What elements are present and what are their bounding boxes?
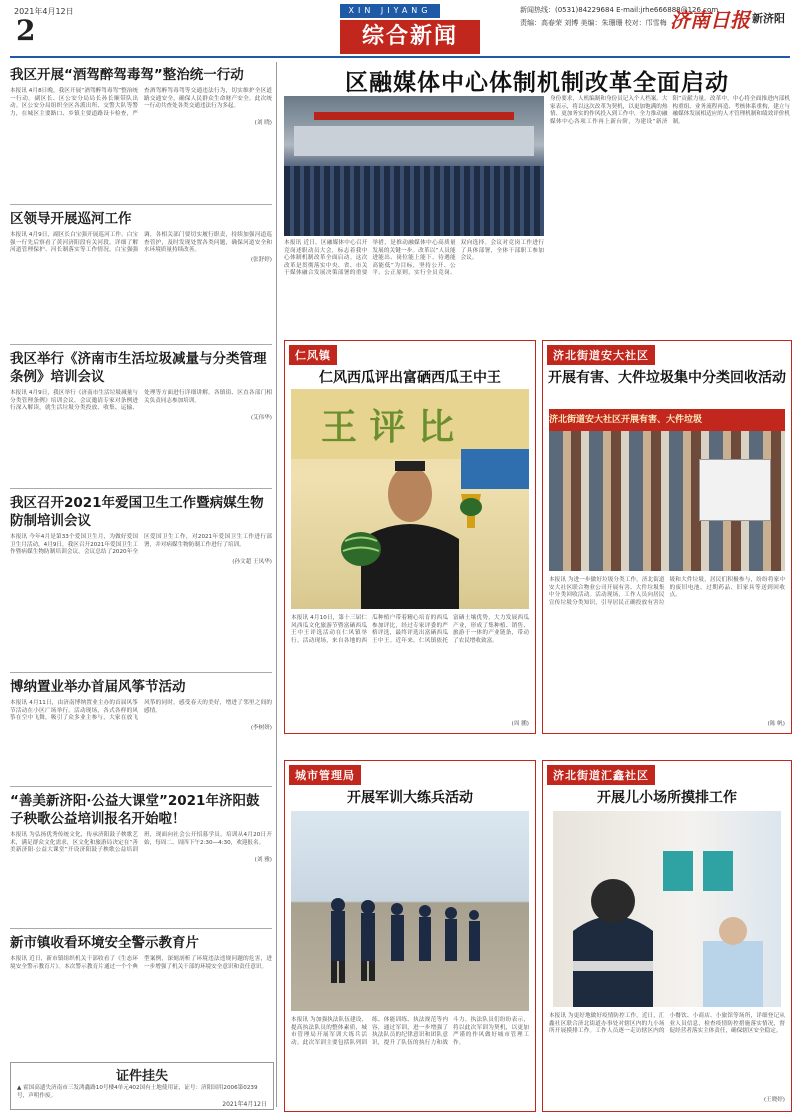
article-title: 我区开展“酒驾醉驾毒驾”整治统一行动 <box>10 67 244 83</box>
article-title: 博纳置业举办首届风筝节活动 <box>10 679 186 695</box>
page-header <box>10 0 790 62</box>
article-hygiene-meeting <box>10 494 272 565</box>
news-hotline: 新闻热线：(0531)84229684 E-mail:jrhe666888@126.com <box>520 6 719 14</box>
box-signature: (周 鹏) <box>511 721 529 727</box>
notice-date: 2021年4月12日 <box>222 1101 267 1108</box>
box-text: 本报讯 为进一步做好垃圾分类工作，济北街道安大社区联合物业公司开展有害、大件垃圾集中分类回收活动。活动现场，工作人员向居民宣传垃圾分类知识，引导居民正确投放有害垃圾和大件垃圾，居民们积极参与，纷纷将家中的废旧电池、过期药品、旧家具等送到回收点。 <box>549 577 785 606</box>
divider <box>10 672 272 673</box>
column-divider <box>276 62 277 1107</box>
story-box-training <box>284 760 536 1112</box>
meeting-photo <box>284 96 544 236</box>
article-body: 本报讯 今年4月是第33个爱国卫生月，为做好爱国卫生月活动，4月9日，我区召开2021年爱国卫生工作暨病媒生物防制培训会议。会议总结了2020年全区爱国卫生工作，对2021年爱国卫生工作进行部署，并对病媒生物防制工作进行了培训。 <box>10 534 272 556</box>
article-drunk-driving <box>10 66 272 126</box>
inspection-photo <box>553 811 781 1007</box>
event-banner: 济北街道安大社区开展有害、大件垃圾 <box>549 409 785 431</box>
stage-banner <box>314 112 514 120</box>
worker-at-counter-illustration <box>553 811 781 1007</box>
box-signature: (王晓婷) <box>763 1097 785 1103</box>
box-title: 仁风西瓜评出富硒西瓜王中王 <box>319 370 501 386</box>
paper-pinyin: XIN JIYANG <box>340 4 440 18</box>
training-photo <box>291 811 529 1011</box>
watermelon-king-photo <box>291 389 529 609</box>
article-title: 区领导开展巡河工作 <box>10 211 132 227</box>
article-body: 本报讯 4月9日，副区长白宝强开展巡河工作。白宝强一行先后察看了黄河济阳段有关河段，详细了解河道管理保护、河长制落实等工作情况。白宝强强调，各相关部门要切实履行职责，持续加强河道巡查管护，及时发现处置各类问题，确保河道安全和水环境质量持续改善。 <box>10 232 272 254</box>
article-signature: (刘 雅) <box>254 856 272 863</box>
svg-text:王 评 比: 王 评 比 <box>321 407 455 448</box>
article-garbage-training <box>10 350 272 421</box>
main-story-body-continued: 身份要求，人机编制和身份员记入个人档案。大家表示，将以这次改革为契机，以更加饱满的热情、更加务实的作风投入到工作中，全力推动融媒体中心各项工作再上新台阶，为建设“新济阳”贡献力量。改革中，中心将全面推进内部机构重组、业务流程再造、考核体系重构，建立与融媒体发展相适应的人才管理机制和绩效评价机制。 <box>550 96 790 125</box>
article-body: 本报讯 4月9日，我区举行《济南市生活垃圾减量与分类管理条例》培训会议。会议邀请专家对条例进行深入解读，就生活垃圾分类投放、收集、运输、处理等方面进行详细讲解。各镇街、区直各部门相关负责同志参加培训。 <box>10 390 272 412</box>
article-yangge-training <box>10 792 272 863</box>
notice-title: 证件挂失 <box>115 1069 168 1084</box>
story-box-watermelon <box>284 340 536 734</box>
article-body: 本报讯 4月11日，由济南博纳置业主办的首届风筝节活动在小区广场举行。活动现场，各式各样的风筝在空中飞舞，吸引了众多业主参与，大家在放飞风筝的同时，感受春天的美好，增进了邻里之间的感情。 <box>10 700 272 722</box>
editor-credits: 责编：高春荣 刘博 美编：朱珊珊 校对：邝雪梅 <box>520 19 667 27</box>
box-title: 开展儿小场所摸排工作 <box>597 790 737 806</box>
article-signature: (李树妍) <box>250 724 272 731</box>
article-signature: (艾伟华) <box>250 414 272 421</box>
article-signature: (刘 晓) <box>254 120 272 127</box>
watermelon-farmer-illustration <box>291 389 529 609</box>
box-signature: (陈 帆) <box>767 721 785 727</box>
box-tag: 城市管理局 <box>289 765 361 785</box>
divider <box>10 344 272 345</box>
box-text: 本报讯 4月10日，第十三届仁风西瓜文化旅游节暨富硒西瓜王中王评选活动在仁风镇举行。活动现场，来自各地的西瓜种植户带着精心培育的西瓜参加评比，经过专家评委的严格评选，最终评选出富硒西瓜王中王。近年来，仁风镇依托富硒土壤优势，大力发展西瓜产业，形成了集种植、销售、旅游于一体的产业链条，带动了农民增收致富。 <box>291 615 529 644</box>
garbage-event-photo <box>549 409 785 571</box>
header-rule <box>10 56 790 58</box>
issue-date: 2021年4月12日 <box>14 7 74 16</box>
article-env-safety <box>10 934 272 971</box>
article-title: 新市镇收看环境安全警示教育片 <box>10 935 199 951</box>
marching-officers-illustration <box>291 811 529 1011</box>
info-board <box>699 459 771 521</box>
box-title: 开展军训大练兵活动 <box>347 790 473 806</box>
divider <box>10 928 272 929</box>
box-title: 开展有害、大件垃圾集中分类回收活动 <box>548 370 786 386</box>
box-text: 本报讯 为加强执法队伍建设，提高执法队员的整体素质，城市管理局开展军训大练兵活动。此次军训主要包括队列训练、体能训练、执法规范等内容，通过军训，进一步增强了执法队员的纪律意识和团队意识，提升了队伍的执行力和战斗力。执法队员们纷纷表示，将以此次军训为契机，以更加严谨的作风做好城市管理工作。 <box>291 1017 529 1046</box>
box-tag: 济北街道汇鑫社区 <box>547 765 655 785</box>
article-signature: (孙文超 王凤华) <box>232 558 272 565</box>
divider <box>10 204 272 205</box>
main-story-body: 本报讯 近日，区融媒体中心召开竞岗述职动员大会，标志着我中心体制机制改革全面启动。这次改革是贯彻落实中央、省、市关于媒体融合发展决策部署的重要举措，是推动融媒体中心高质量发展的关键一步。改革以“人员能进能出、岗位能上能下、待遇能高能低”为目标，坚持公开、公平、公正原则，实行全员竞岗、双向选择。会议对竞岗工作进行了具体部署，全体干部职工参加会议。 <box>284 240 544 277</box>
article-body: 本报讯 4月8日晚，我区开展“酒驾醉驾毒驾”整治统一行动。副区长、区公安分局局长孙长顺带队出动。区公安分局组织全区各派出所、交警大队等警力，在城区主要路口、乡镇主要道路设卡检查，严查酒驾醉驾毒驾等交通违法行为，切实维护全区道路交通安全，确保人民群众生命财产安全。此次统一行动共查处各类交通违法行为多起。 <box>10 88 272 117</box>
box-tag: 仁风镇 <box>289 345 337 365</box>
stage-backdrop <box>294 126 534 156</box>
story-box-inspection <box>542 760 792 1112</box>
audience-rows <box>284 166 544 236</box>
section-title: 综合新闻 <box>340 20 480 54</box>
article-kite-festival <box>10 678 272 731</box>
article-signature: (张舒婷) <box>250 256 272 263</box>
notice-text: ▲ 霍国高遗失济南市三发鸿鑫路10号楼4单元402国有土地使用证，证号：济阳国用2006第0239号，声明作废。 <box>17 1085 258 1099</box>
article-title: “善美新济阳·公益大课堂”2021年济阳鼓子秧歌公益培训报名开始啦！ <box>10 793 260 827</box>
box-tag: 济北街道安大社区 <box>547 345 655 365</box>
article-title: 我区举行《济南市生活垃圾减量与分类管理条例》培训会议 <box>10 351 267 385</box>
paper-logo: 济南日报 <box>670 8 750 32</box>
main-headline: 区融媒体中心体制机制改革全面启动 <box>345 70 729 96</box>
page-number: 2 <box>16 14 36 47</box>
article-river-patrol <box>10 210 272 263</box>
article-body: 本报讯 为弘扬优秀传统文化，传承济阳鼓子秧歌艺术，满足群众文化需求，区文化和旅游局决定在“善美新济阳·公益大课堂”开设济阳鼓子秧歌公益培训班，现面向社会公开招募学员。培训从4月20日开始，每周二、周四下午2:30—4:30，欢迎报名。 <box>10 832 272 854</box>
article-body: 本报讯 近日，新市镇组织机关干部收看了《生态环境安全警示教育片》。本次警示教育片通过一个个典型案例，深刻剖析了环境违法违规问题的危害，进一步增强了机关干部的环境安全意识和责任意识。 <box>10 956 272 970</box>
box-text: 本报讯 为更好地做好疫情防控工作，近日，汇鑫社区联合济北街道办事处对辖区内的九小场所开展摸排工作。工作人员逐一走访辖区内的小餐饮、小商店、小旅馆等场所，详细登记从业人员信息，检查疫情防控措施落实情况，督促经营者落实主体责任，确保辖区安全稳定。 <box>549 1013 785 1035</box>
divider <box>10 488 272 489</box>
left-column <box>10 62 272 1112</box>
story-box-garbage <box>542 340 792 734</box>
paper-logo-sub: 新济阳 <box>752 12 785 25</box>
divider <box>10 786 272 787</box>
lost-certificate-notice <box>10 1062 274 1110</box>
article-title: 我区召开2021年爱国卫生工作暨病媒生物防制培训会议 <box>10 495 264 529</box>
